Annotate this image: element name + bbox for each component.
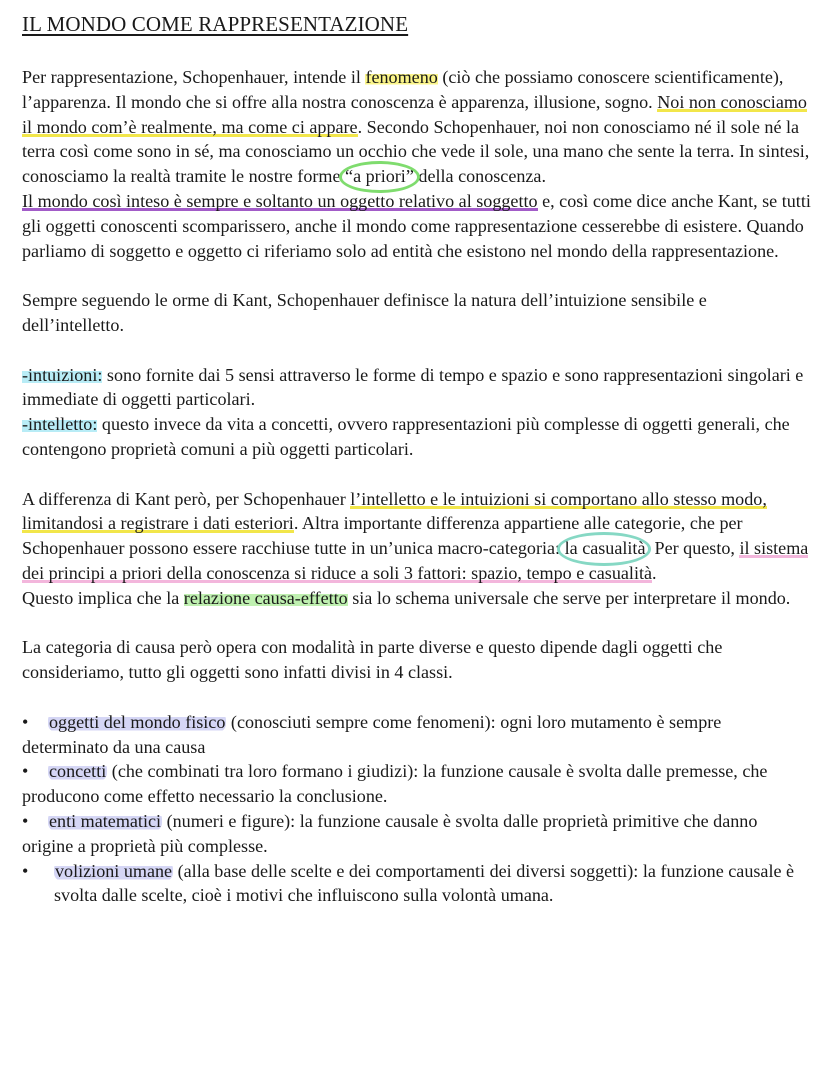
text: (che combinati tra loro formano i giudizi): la funzione causale è svolta dalle premesse, che producono come effetto necessario la conclusione. [22, 761, 768, 807]
text: (alla base delle scelte e dei comportamenti dei diversi soggetti): la funzione causale è svolta dalle scelte, cioè i motivi che influiscono sulla volontà umana. [54, 860, 795, 906]
text: sia lo schema universale che serve per interpretare il mondo. [347, 587, 791, 608]
text: e, così come dice anche Kant, se tutti gli oggetti conoscenti scomparissero, anche il mondo come rappresentazione cesserebbe di esistere. Quando parliamo di soggetto e oggetto ci riferiamo solo ad entità che esistono nel mondo della rappresentazione. [22, 190, 811, 261]
text: della conoscenza. [413, 166, 546, 187]
text: Per rappresentazione, Schopenhauer, intende il [22, 67, 366, 87]
text: Questo implica che la [22, 587, 184, 608]
underline-apparenza: Noi non conosciamo il mondo com’è realmente, ma come ci appare [22, 91, 807, 137]
text: sono fornite dai 5 sensi attraverso le forme di tempo e spazio e sono rappresentazioni singolari e immediate di oggetti particolari. [22, 364, 804, 410]
circled-a-priori: “a priori” [345, 164, 414, 189]
bullet: • [22, 711, 29, 732]
list-item [22, 859, 812, 909]
text: (ciò che possiamo conoscere scientificamente), l’apparenza. Il mondo che si offre alla nostra conoscenza è apparenza, illusione, sogno. [22, 67, 784, 112]
paragraph-intro-kant: Sempre seguendo le orme di Kant, Schopenhauer definisce la natura dell’intuizione sensibile e dell’intelletto. [22, 290, 707, 335]
highlight-class-key: enti matematici [49, 810, 162, 831]
highlight-class-key: oggetti del mondo fisico [49, 711, 226, 732]
list-item [22, 759, 812, 809]
text: . [652, 562, 657, 583]
underline-principi-a-priori: il sistema dei principi a priori della conoscenza si riduce a soli 3 fattori: spazio, tempo e casualità [22, 538, 809, 583]
paragraph-differenze [22, 487, 812, 611]
page-title: IL MONDO COME RAPPRESENTAZIONE [22, 12, 409, 36]
text: . Secondo Schopenhauer, noi non conosciamo né il sole né la terra così come sono in sé, ma conosciamo un occhio che vede il sole, una mano che sente la terra. In sintesi, conosciamo la realtà tramite le nostre forme [22, 116, 810, 187]
underline-oggetto-soggetto: Il mondo così inteso è sempre e soltanto un oggetto relativo al soggetto [22, 190, 538, 211]
paragraph-definizioni [22, 363, 812, 462]
document-body [22, 65, 812, 908]
text: . Altra importante differenza appartiene alle categorie, che per Schopenhauer possono essere racchiuse tutte in un’unica macro-categoria: [22, 513, 743, 559]
bullet: • [22, 761, 29, 782]
text: (conosciuti sempre come fenomeni): ogni loro mutamento è sempre determinato da una causa [22, 711, 722, 757]
classes-list [22, 710, 812, 908]
highlight-fenomeno: fenomeno [365, 67, 438, 87]
list-item [22, 710, 812, 760]
text: (numeri e figure): la funzione causale è svolta dalle proprietà primitive che danno origine a proprietà più complesse. [22, 810, 758, 856]
bullet: • [22, 860, 29, 881]
text: A differenza di Kant però, per Schopenhauer [22, 488, 351, 509]
highlight-intelletto: -intelletto: [22, 414, 98, 435]
highlight-class-key: volizioni umane [55, 860, 173, 881]
list-item [22, 809, 812, 859]
highlight-intuizioni: -intuizioni: [22, 364, 103, 385]
paragraph-rappresentazione [22, 65, 812, 263]
highlight-causa-effetto: relazione causa-effetto [183, 587, 348, 608]
underline-intelletto-intuizioni: l’intelletto e le intuizioni si comportano allo stesso modo, limitandosi a registrare i dati esteriori [22, 488, 767, 534]
text: . Per questo, [645, 538, 740, 559]
paragraph-classi-intro: La categoria di causa però opera con modalità in parte diverse e questo dipende dagli oggetti che consideriamo, tutto gli oggetti sono infatti divisi in 4 classi. [22, 637, 723, 683]
text: questo invece da vita a concetti, ovvero rappresentazioni più complesse di oggetti generali, che contengono proprietà comuni a più oggetti particolari. [22, 414, 790, 459]
bullet: • [22, 810, 29, 831]
circled-casualita: la casualità [565, 536, 646, 561]
highlight-class-key: concetti [49, 761, 107, 782]
